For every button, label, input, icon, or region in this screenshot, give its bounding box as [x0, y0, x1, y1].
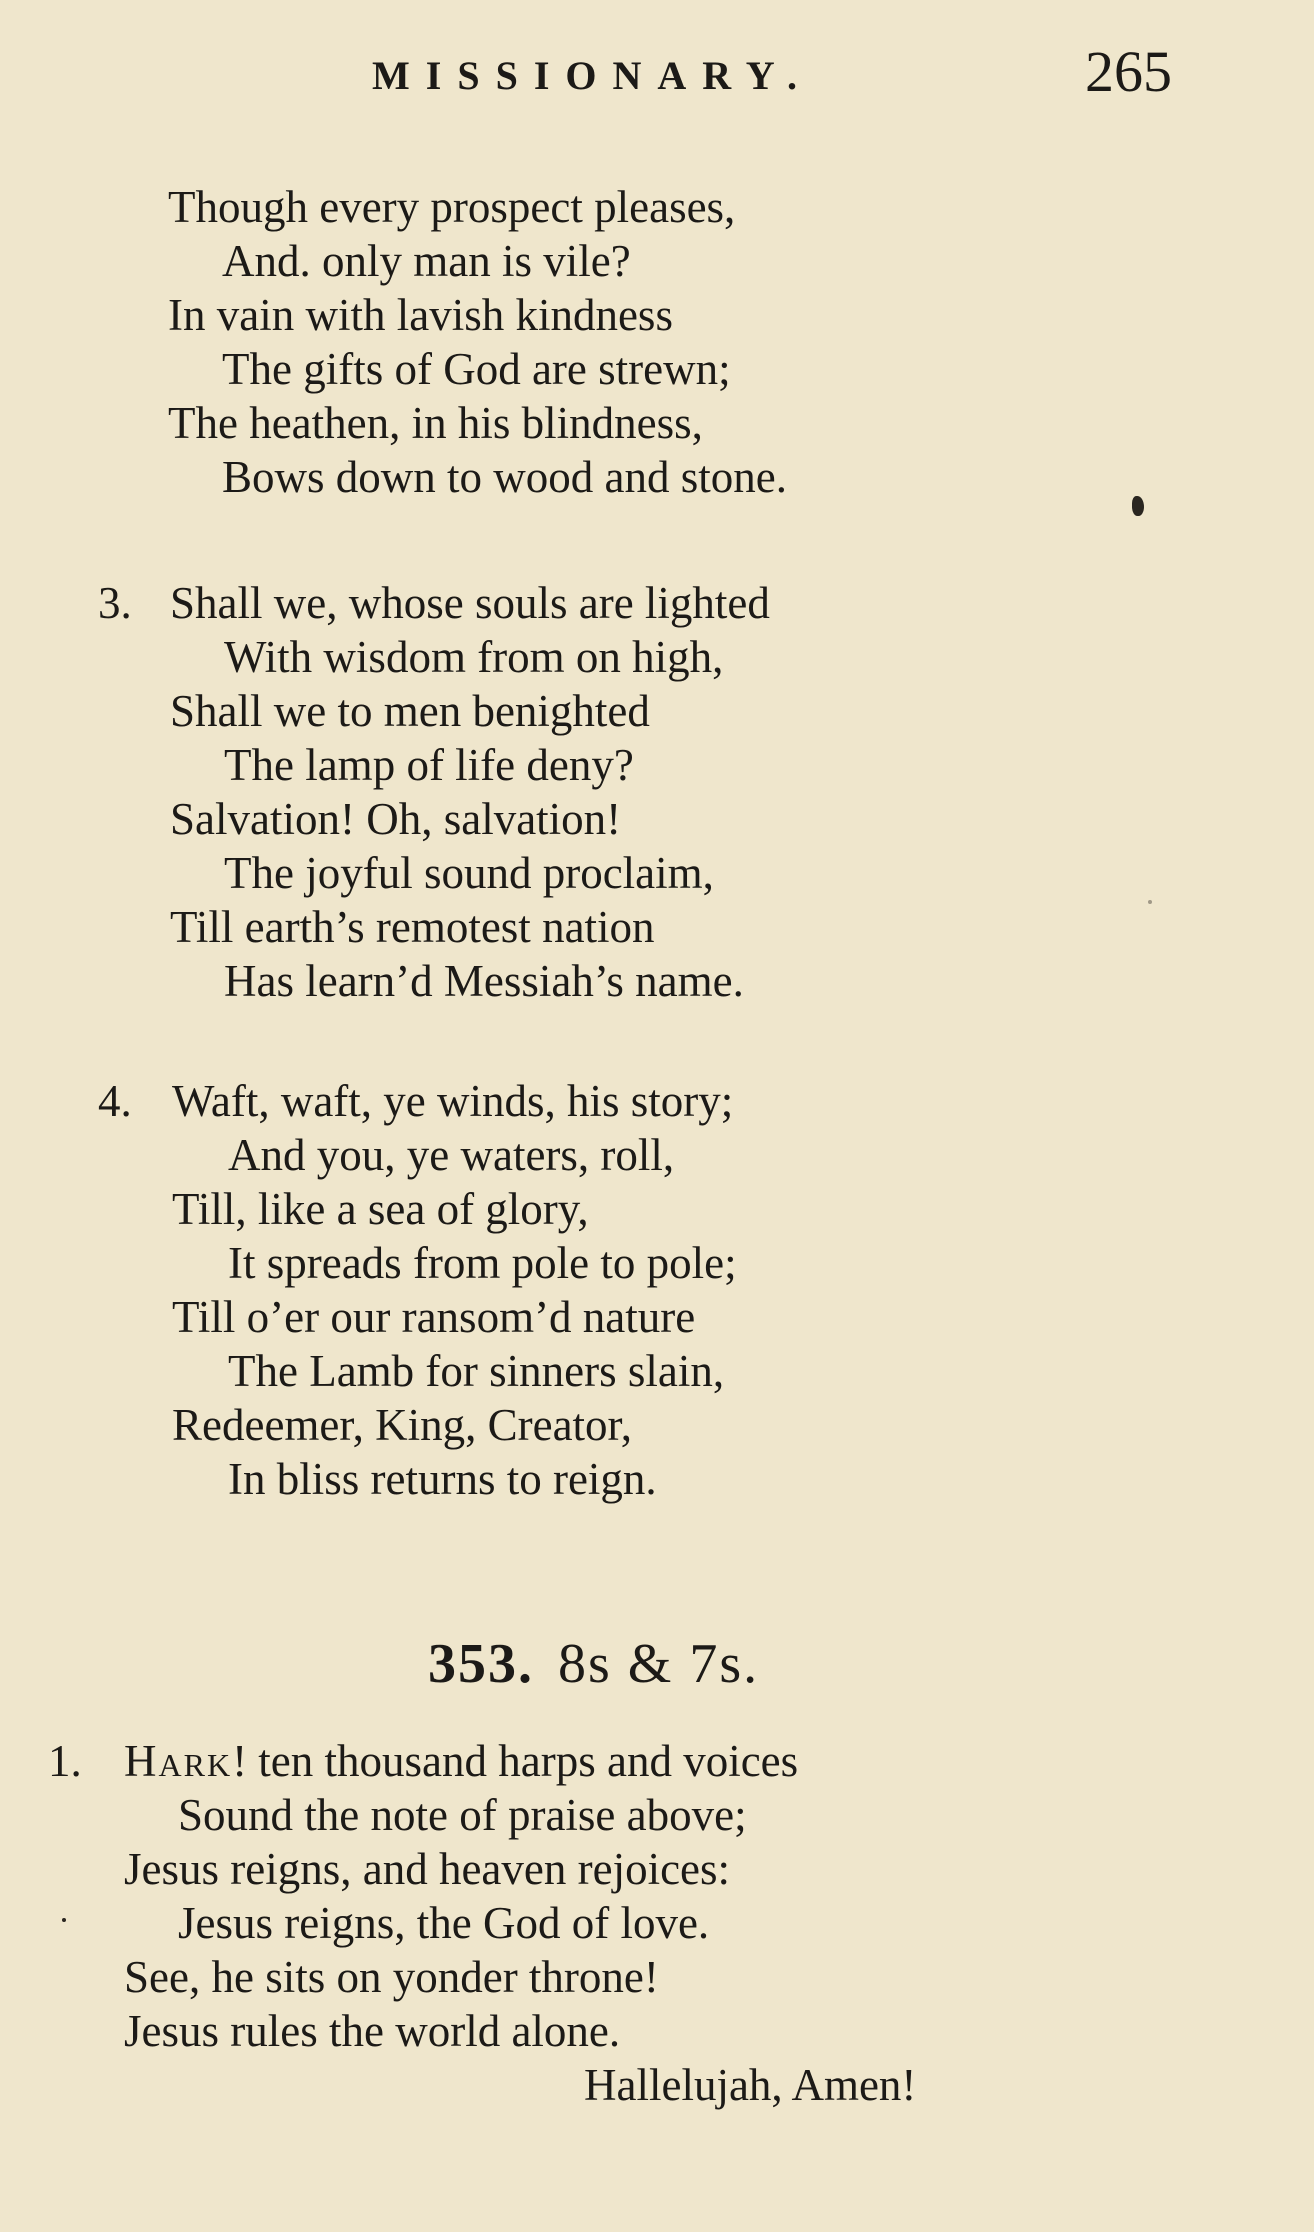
verse-line: The Lamb for sinners slain,	[228, 1346, 725, 1396]
verse-line: With wisdom from on high,	[224, 632, 724, 682]
verse-line: Hallelujah, Amen!	[584, 2060, 917, 2110]
verse-line: The lamp of life deny?	[224, 740, 634, 790]
ink-speck	[1132, 496, 1144, 516]
ink-speck	[1148, 900, 1152, 904]
verse-line: Waft, waft, ye winds, his story;	[172, 1076, 734, 1126]
verse-line: Shall we, whose souls are lighted	[170, 578, 770, 628]
hymn-number: 353.	[428, 1633, 534, 1695]
verse-line: Till, like a sea of glory,	[172, 1184, 589, 1234]
ink-speck	[62, 1918, 66, 1922]
verse-line: Jesus rules the world alone.	[124, 2006, 621, 2056]
verse-line: It spreads from pole to pole;	[228, 1238, 737, 1288]
verse-line: Bows down to wood and stone.	[222, 452, 787, 502]
verse-line: In bliss returns to reign.	[228, 1454, 657, 1504]
stanza-number: 4.	[98, 1076, 132, 1126]
verse-line: Jesus reigns, and heaven rejoices:	[124, 1844, 731, 1894]
verse-line: See, he sits on yonder throne!	[124, 1952, 659, 2002]
stanza-number: 1.	[48, 1736, 82, 1786]
opening-word: Hark	[124, 1736, 233, 1786]
page-number: 265	[1085, 39, 1172, 104]
verse-line: Till o’er our ransom’d nature	[172, 1292, 696, 1342]
verse-line: Till earth’s remotest nation	[170, 902, 655, 952]
verse-line: Sound the note of praise above;	[178, 1790, 747, 1840]
verse-line: Has learn’d Messiah’s name.	[224, 956, 744, 1006]
running-header-title: MISSIONARY.	[372, 53, 813, 98]
verse-line	[124, 1734, 798, 1788]
verse-line: Salvation! Oh, salvation!	[170, 794, 622, 844]
verse-line: The heathen, in his blindness,	[168, 398, 703, 448]
hymn-meter: 8s & 7s.	[558, 1633, 760, 1695]
opening-line-rest: ! ten thousand harps and voices	[232, 1736, 799, 1786]
stanza-number: 3.	[98, 578, 132, 628]
verse-line: Though every prospect pleases,	[168, 182, 736, 232]
verse-line: And you, ye waters, roll,	[228, 1130, 675, 1180]
verse-line: The gifts of God are strewn;	[222, 344, 731, 394]
verse-line: The joyful sound proclaim,	[224, 848, 714, 898]
verse-line: And. only man is vile?	[222, 236, 631, 286]
verse-line: Redeemer, King, Creator,	[172, 1400, 632, 1450]
hymn-heading	[428, 1632, 759, 1696]
verse-line: Shall we to men benighted	[170, 686, 650, 736]
verse-line: Jesus reigns, the God of love.	[178, 1898, 710, 1948]
verse-line: In vain with lavish kindness	[168, 290, 673, 340]
